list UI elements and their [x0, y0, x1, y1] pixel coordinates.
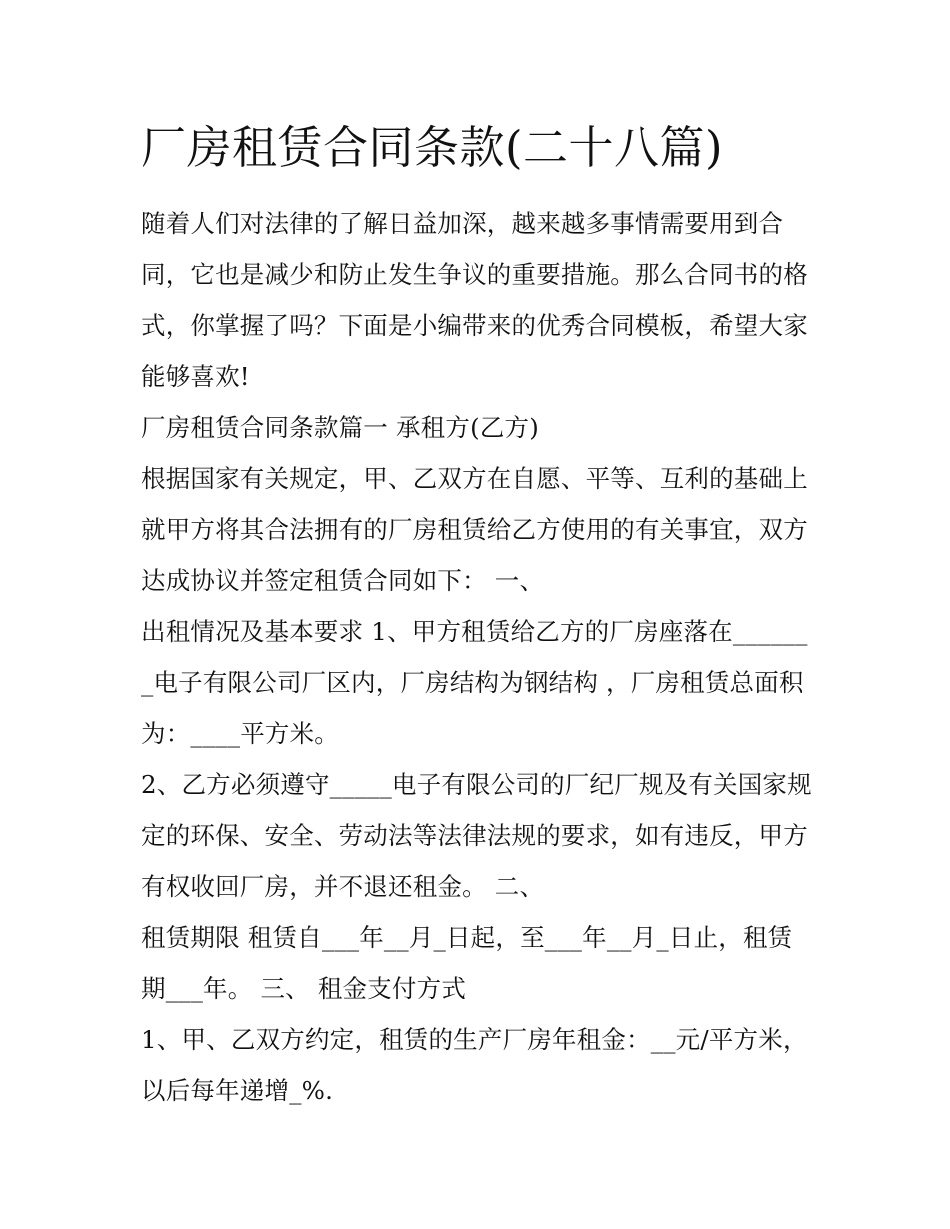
- paragraph-intro: 随着人们对法律的了解日益加深，越来越多事情需要用到合同，它也是减少和防止发生争议的重要措施。那么合同书的格式，你掌握了吗？下面是小编带来的优秀合同模板，希望大家能够喜欢!: [141, 209, 808, 391]
- paragraph-compliance: 2、乙方必须遵守_____电子有限公司的厂纪厂规及有关国家规定的环保、安全、劳动法等法律法规的要求，如有违反，甲方有权收回厂房，并不退还租金。 二、: [141, 770, 812, 901]
- paragraph-preamble: 根据国家有关规定，甲、乙双方在自愿、平等、互利的基础上就甲方将其合法拥有的厂房租赁给乙方使用的有关事宜，双方达成协议并签定租赁合同如下： 一、: [141, 464, 808, 595]
- document-title: 厂房租赁合同条款(二十八篇): [141, 121, 724, 174]
- document-body: [141, 198, 813, 1116]
- paragraph-rental-situation: 出租情况及基本要求 1、甲方租赁给乙方的厂房座落在_______电子有限公司厂区内，厂房结构为钢结构 ，厂房租赁总面积为：____平方米。: [141, 617, 808, 748]
- paragraph-section-heading: 厂房租赁合同条款篇一 承租方(乙方): [141, 413, 540, 442]
- paragraph-lease-term: 租赁期限 租赁自___年__月_日起，至___年__月_日止，租赁期___年。 三、 租金支付方式: [141, 923, 793, 1003]
- paragraph-rent-payment: 1、甲、乙双方约定，租赁的生产厂房年租金：__元/平方米，以后每年递增_%.: [141, 1025, 808, 1105]
